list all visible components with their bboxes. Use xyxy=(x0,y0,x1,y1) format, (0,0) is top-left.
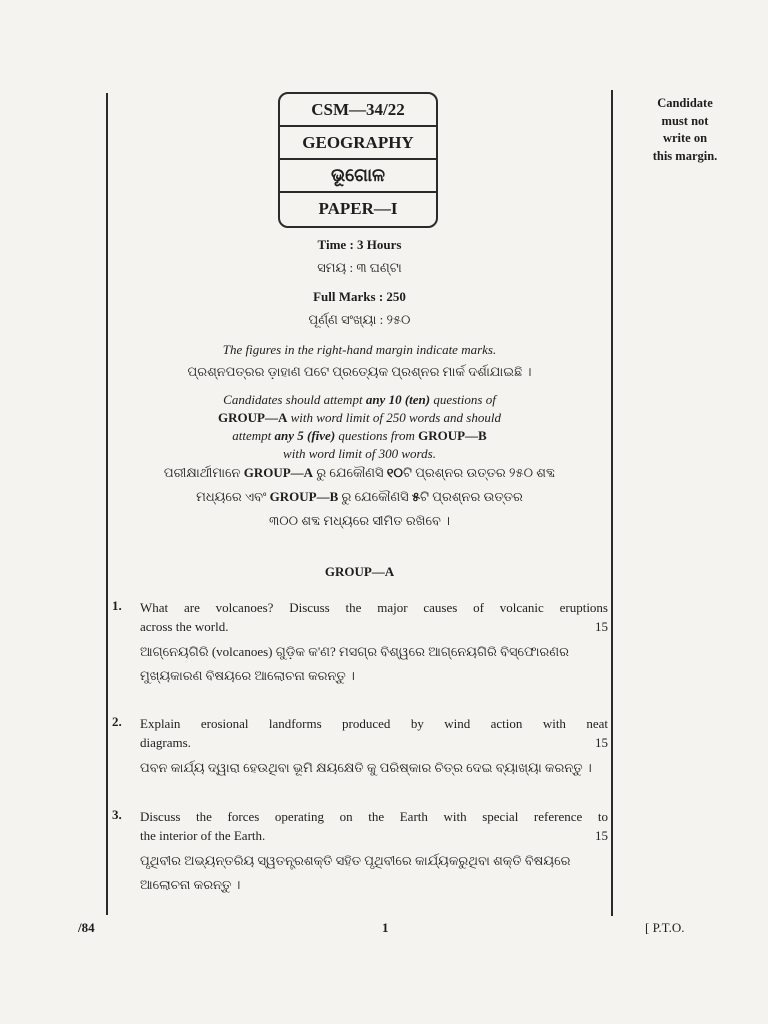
question-text-line-2: diagrams. xyxy=(140,735,191,750)
margin-note: Candidate must not write on this margin. xyxy=(652,96,718,163)
question-number: 3. xyxy=(112,807,122,822)
paper-code: CSM—34/22 xyxy=(280,94,436,127)
question-number: 2. xyxy=(112,714,122,729)
subject-title: GEOGRAPHY xyxy=(280,127,436,160)
attempt-odia-line-1: ପରୀକ୍ଷାର୍ଥୀମାନେ GROUP—A ରୁ ଯେକୌଣସି ୧୦ଟି ପ୍ରଶ୍ନର ଉତ୍ତର ୨୫୦ ଶବ୍ଦ xyxy=(163,465,556,480)
question-marks: 15 xyxy=(595,735,608,750)
right-margin-rule xyxy=(611,90,613,916)
question-1 xyxy=(112,598,608,688)
paper-number: PAPER—I xyxy=(318,199,398,218)
question-2 xyxy=(112,714,608,780)
question-3 xyxy=(112,807,608,897)
question-text-line-2: the interior of the Earth. xyxy=(140,828,266,843)
attempt-odia-line-2: ମଧ୍ୟରେ ଏବଂ GROUP—B ରୁ ଯେକୌଣସି ୫ଟି ପ୍ରଶ୍ନର ଉତ୍ତର xyxy=(196,489,523,504)
question-text-line-1: Explain erosional landforms produced by wind action with neat xyxy=(140,716,608,731)
attempt-instruction-line-2: GROUP—A with word limit of 250 words and should xyxy=(218,410,501,425)
figures-note-odia: ପ୍ରଶ୍ନପତ୍ରର ଡ଼ାହାଣ ପଟେ ପ୍ରତ୍ୟେକ ପ୍ରଶ୍ନର ମାର୍କ ଦର୍ଶାଯାଇଛି । xyxy=(187,364,532,379)
question-text-line-2: across the world. xyxy=(140,619,229,634)
question-text-odia: ପୃଥିବୀର ଅଭ୍ୟନ୍ତରିୟ ସ୍ୱତନ୍ତ୍ରଶକ୍ତି ସହିତ ପୃଥିବୀରେ କାର୍ଯ୍ୟକରୁଥିବା ଶକ୍ତି ବିଷୟରେ ଆଲୋଚନା କରନ୍ତୁ । xyxy=(140,853,571,892)
attempt-instruction-line-3: attempt any 5 (five) questions from GROUP—B xyxy=(232,428,487,443)
attempt-instruction-line-4: with word limit of 300 words. xyxy=(283,446,436,461)
time-odia: ସମୟ : ୩ ଘଣ୍ଟା xyxy=(317,260,402,275)
question-marks: 15 xyxy=(595,619,608,634)
page-number: 1 xyxy=(382,920,389,935)
question-number: 1. xyxy=(112,598,122,613)
question-text-line-1: Discuss the forces operating on the Earth with special reference to xyxy=(140,809,608,824)
marks-odia: ପୂର୍ଣ୍ଣ ସଂଖ୍ୟା : ୨୫୦ xyxy=(308,312,411,327)
subject-title-odia: ଭୂଗୋଳ xyxy=(280,160,436,193)
marks-en: Full Marks : 250 xyxy=(313,289,406,304)
figures-note-en: The figures in the right-hand margin indicate marks. xyxy=(222,342,497,357)
question-text-odia: ପବନ କାର୍ଯ୍ୟ ଦ୍ୱାରା ହେଉଥିବା ଭୂମି କ୍ଷୟକ୍ଷେତି କୁ ପରିଷ୍କାର ଚିତ୍ର ଦେଇ ବ୍ୟାଖ୍ୟା କରନ୍ତୁ । xyxy=(140,760,592,775)
time-en: Time : 3 Hours xyxy=(317,237,402,252)
footer-code: /84 xyxy=(78,920,95,935)
pto-note: [ P.T.O. xyxy=(645,920,685,935)
question-text-line-1: What are volcanoes? Discuss the major causes of volcanic eruptions xyxy=(140,600,608,615)
title-box xyxy=(278,92,438,228)
question-marks: 15 xyxy=(595,828,608,843)
attempt-odia-line-3: ୩୦୦ ଶବ୍ଦ ମଧ୍ୟରେ ସୀମିତ ରଖିବେ । xyxy=(269,513,450,528)
group-heading: GROUP—A xyxy=(324,564,395,579)
attempt-instruction-line-1: Candidates should attempt any 10 (ten) questions of xyxy=(223,392,496,407)
question-text-odia: ଆଗ୍ନେୟଗିରି (volcanoes) ଗୁଡ଼ିକ କ'ଣ? ମସଗ୍ର ବିଶ୍ୱରେ ଆଗ୍ନେୟଗିରି ବିସ୍ଫୋରଣର ମୁଖ୍ୟକାରଣ ବିଷୟରେ ଆଲୋଚନା କରନ୍ତୁ । xyxy=(140,644,569,683)
